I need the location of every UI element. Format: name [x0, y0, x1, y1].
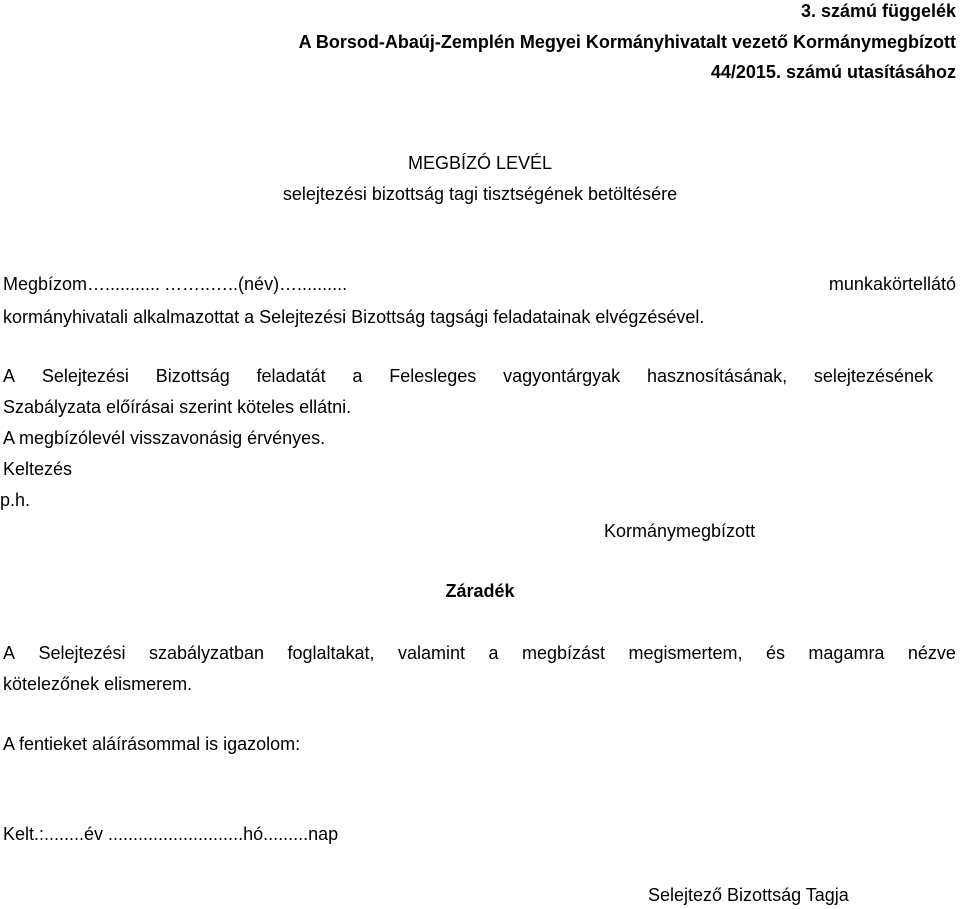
clause-word: nézve [907, 643, 956, 663]
clause-word: A [3, 643, 16, 663]
appointment-word: Megbízom…........... [3, 274, 161, 294]
duty-line-2: Szabályzata előírásai szerint köteles ellátni. [3, 397, 352, 417]
duty-word: selejtezésének [813, 366, 933, 386]
clause-word: magamra [808, 643, 885, 663]
header-issuer: A Borsod-Abaúj-Zemplén Megyei Kormányhivatalt vezető Kormánymegbízott [298, 32, 956, 52]
clause-word: Selejtezési [38, 643, 126, 663]
document-subtitle: selejtezési bizottság tagi tisztségének betöltésére [282, 184, 678, 204]
document-title: MEGBÍZÓ LEVÉL [407, 153, 553, 173]
appointment-line-1 [3, 273, 956, 295]
clause-word: és [765, 643, 785, 663]
signer-title: Kormánymegbízott [604, 521, 756, 541]
duty-word: Selejtezési [41, 366, 129, 386]
clause-title: Záradék [445, 581, 515, 601]
appointment-line-2: kormányhivatali alkalmazottat a Selejtezési Bizottság tagsági feladatainak elvégzésével. [3, 307, 705, 327]
duty-word: A [3, 366, 16, 386]
clause-line-2: kötelezőnek elismerem. [3, 674, 193, 694]
confirmation-statement: A fentieket aláírásommal is igazolom: [3, 734, 301, 754]
date-label: Keltezés [3, 459, 73, 479]
duty-word: Bizottság [155, 366, 230, 386]
duty-word: vagyontárgyak [503, 366, 621, 386]
duty-word: Felesleges [389, 366, 477, 386]
header-instruction: 44/2015. számú utasításához [710, 62, 956, 82]
date-field: Kelt.:........év ...........................hó.........nap [3, 824, 339, 844]
seal-placeholder: p.h. [0, 490, 31, 510]
appointment-word: ellátó [912, 274, 956, 294]
clause-word: a [488, 643, 499, 663]
clause-word: megismertem, [628, 643, 743, 663]
clause-word: foglaltakat, [287, 643, 375, 663]
appendix-number: 3. számú függelék [800, 1, 956, 21]
clause-word: szabályzatban [148, 643, 265, 663]
appointment-word: munkakört [828, 274, 913, 294]
duty-word: a [352, 366, 363, 386]
clause-line-1 [3, 642, 956, 664]
appointment-name-blank: ……..…..(név)….......... [164, 274, 348, 294]
member-signature-label: Selejtező Bizottság Tagja [648, 885, 849, 905]
clause-word: megbízást [521, 643, 606, 663]
duty-word: hasznosításának, [647, 366, 788, 386]
validity-statement: A megbízólevél visszavonásig érvényes. [3, 428, 326, 448]
duty-word: feladatát [256, 366, 326, 386]
clause-word: valamint [398, 643, 466, 663]
duty-line-1 [3, 365, 933, 387]
